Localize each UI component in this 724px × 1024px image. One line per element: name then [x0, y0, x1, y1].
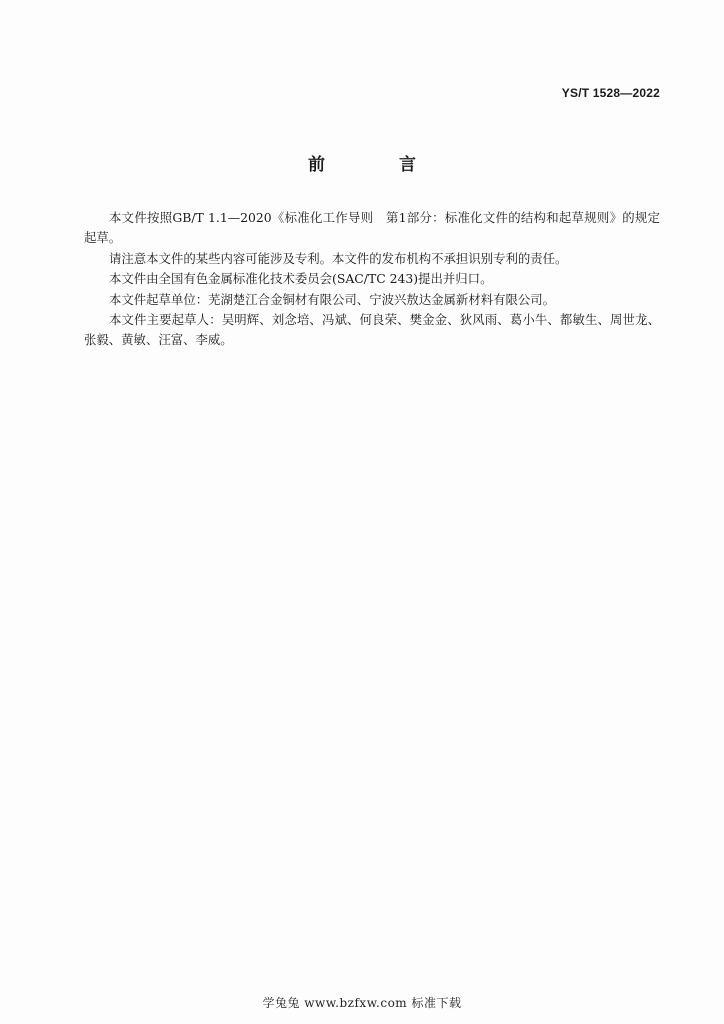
paragraph-patent-notice: 请注意本文件的某些内容可能涉及专利。本文件的发布机构不承担识别专利的责任。: [109, 250, 568, 266]
standard-code: YS/T 1528—2022: [561, 86, 660, 100]
foreword-body: [84, 208, 660, 351]
paragraph-drafting-rules: 本文件按照GB/T 1.1—2020《标准化工作导则 第1部分：标准化文件的结构和起草规则》的规定起草。: [84, 210, 660, 246]
paragraph-proposer: 本文件由全国有色金属标准化技术委员会(SAC/TC 243)提出并归口。: [109, 271, 493, 287]
paragraph-drafters: 本文件主要起草人：吴明辉、刘念培、冯斌、何良荣、樊金金、狄风雨、葛小牛、都敏生、周世龙、张毅、黄敏、汪富、李威。: [84, 312, 660, 348]
paragraph-drafting-units: 本文件起草单位：芜湖楚江合金铜材有限公司、宁波兴敖达金属新材料有限公司。: [109, 291, 556, 307]
page-title: 前 言: [308, 155, 450, 175]
footer-watermark-text: 学兔兔 www.bzfxw.com 标准下载: [262, 996, 462, 1010]
